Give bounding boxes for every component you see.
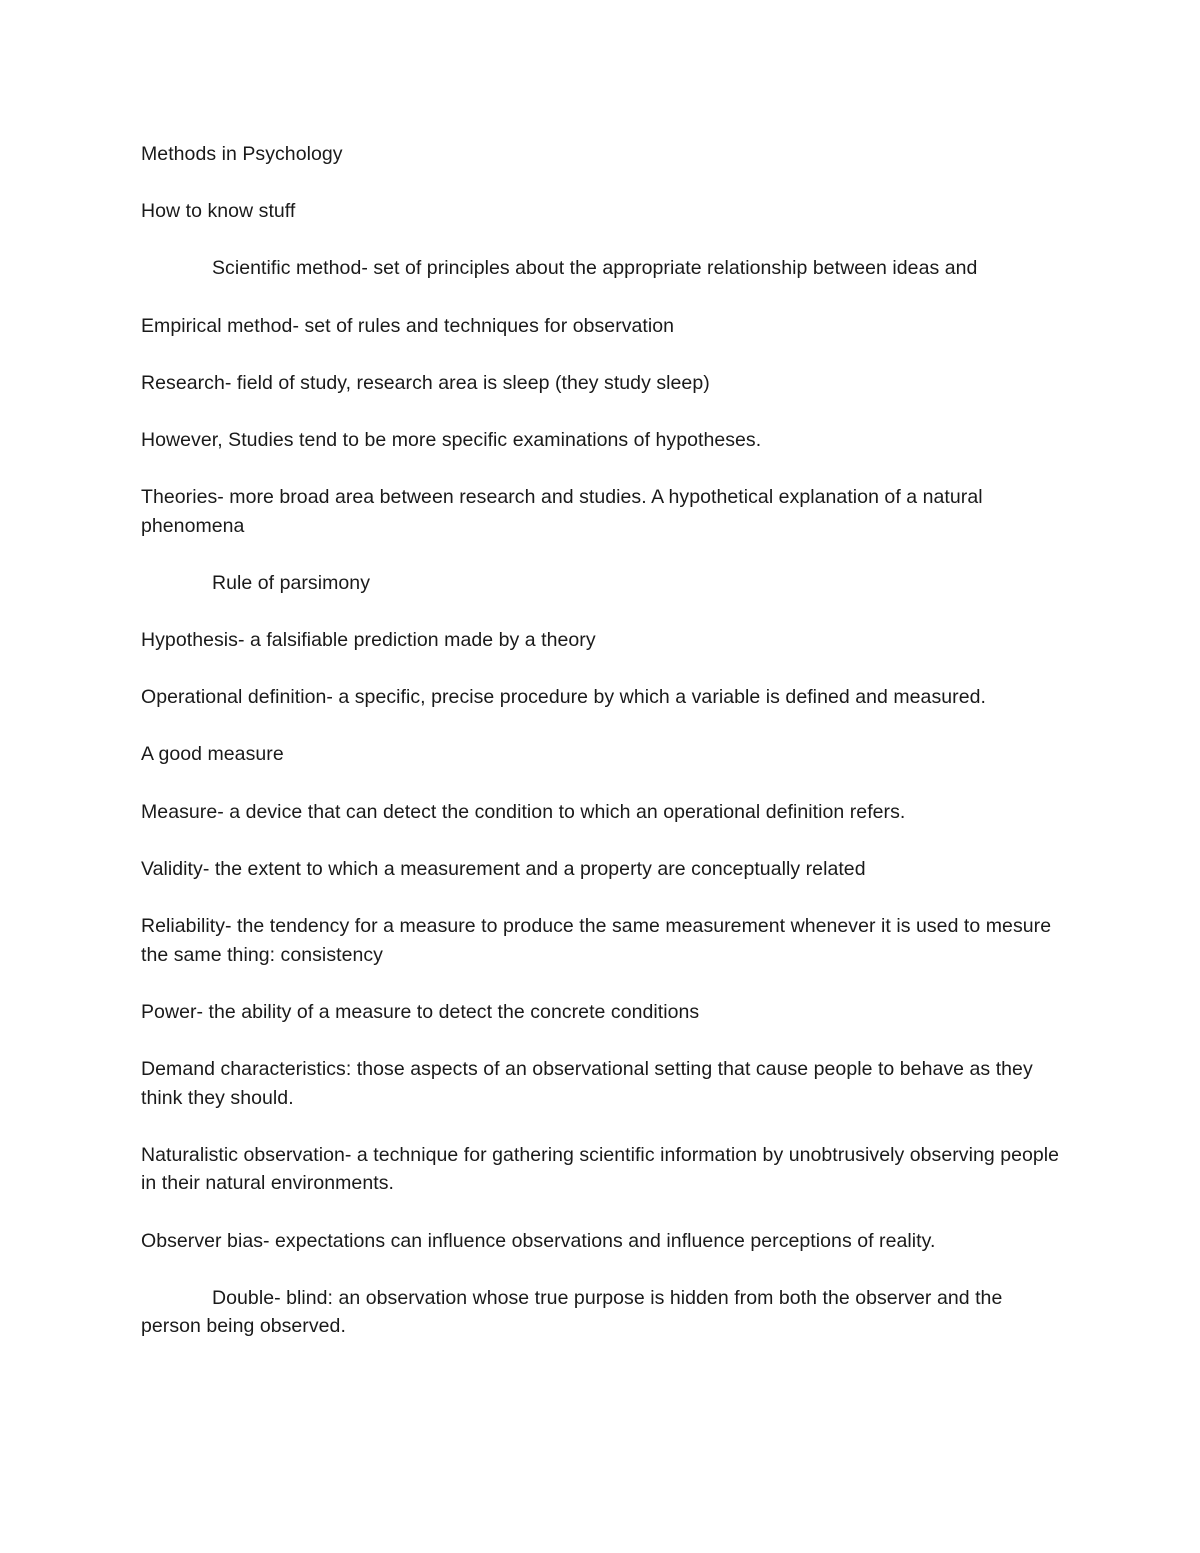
paragraph-good-measure: A good measure [141, 743, 284, 766]
paragraph-reliability: Reliability- the tendency for a measure to produce the same measurement whenever it is used to mesure the same thing: consistency [141, 915, 1052, 966]
paragraph-hypothesis: Hypothesis- a falsifiable prediction made by a theory [141, 629, 596, 652]
paragraph-operational-definition: Operational definition- a specific, precise procedure by which a variable is defined and measured. [141, 686, 986, 709]
paragraph-measure: Measure- a device that can detect the condition to which an operational definition refers. [141, 800, 906, 823]
paragraph-observer-bias: Observer bias- expectations can influence observations and influence perceptions of reality. [141, 1229, 936, 1252]
document-title: Methods in Psychology [141, 143, 343, 165]
paragraph-power: Power- the ability of a measure to detect the concrete conditions [141, 1000, 700, 1023]
paragraph-demand-characteristics: Demand characteristics: those aspects of an observational setting that cause people to behave as they think they should. [141, 1058, 1033, 1109]
document-body [141, 140, 1066, 1370]
paragraph-theories: Theories- more broad area between research and studies. A hypothetical explanation of a natural phenomena [141, 486, 983, 537]
paragraph-research: Research- field of study, research area is sleep (they study sleep) [141, 371, 710, 394]
paragraph-naturalistic-observation: Naturalistic observation- a technique for gathering scientific information by unobtrusively observing people in their natural environments. [141, 1143, 1060, 1195]
paragraph-however: However, Studies tend to be more specific examinations of hypotheses. [141, 428, 762, 451]
paragraph-scientific-method: Scientific method- set of principles about the appropriate relationship between ideas and [212, 257, 978, 280]
paragraph-validity: Validity- the extent to which a measurement and a property are conceptually related [141, 857, 866, 880]
paragraph-empirical-method: Empirical method- set of rules and techniques for observation [141, 314, 675, 337]
paragraph-how-to-know: How to know stuff [141, 200, 296, 223]
paragraph-rule-of-parsimony: Rule of parsimony [212, 571, 371, 594]
paragraph-double-blind: Double- blind: an observation whose true purpose is hidden from both the observer and the person being observed. [141, 1286, 1003, 1338]
